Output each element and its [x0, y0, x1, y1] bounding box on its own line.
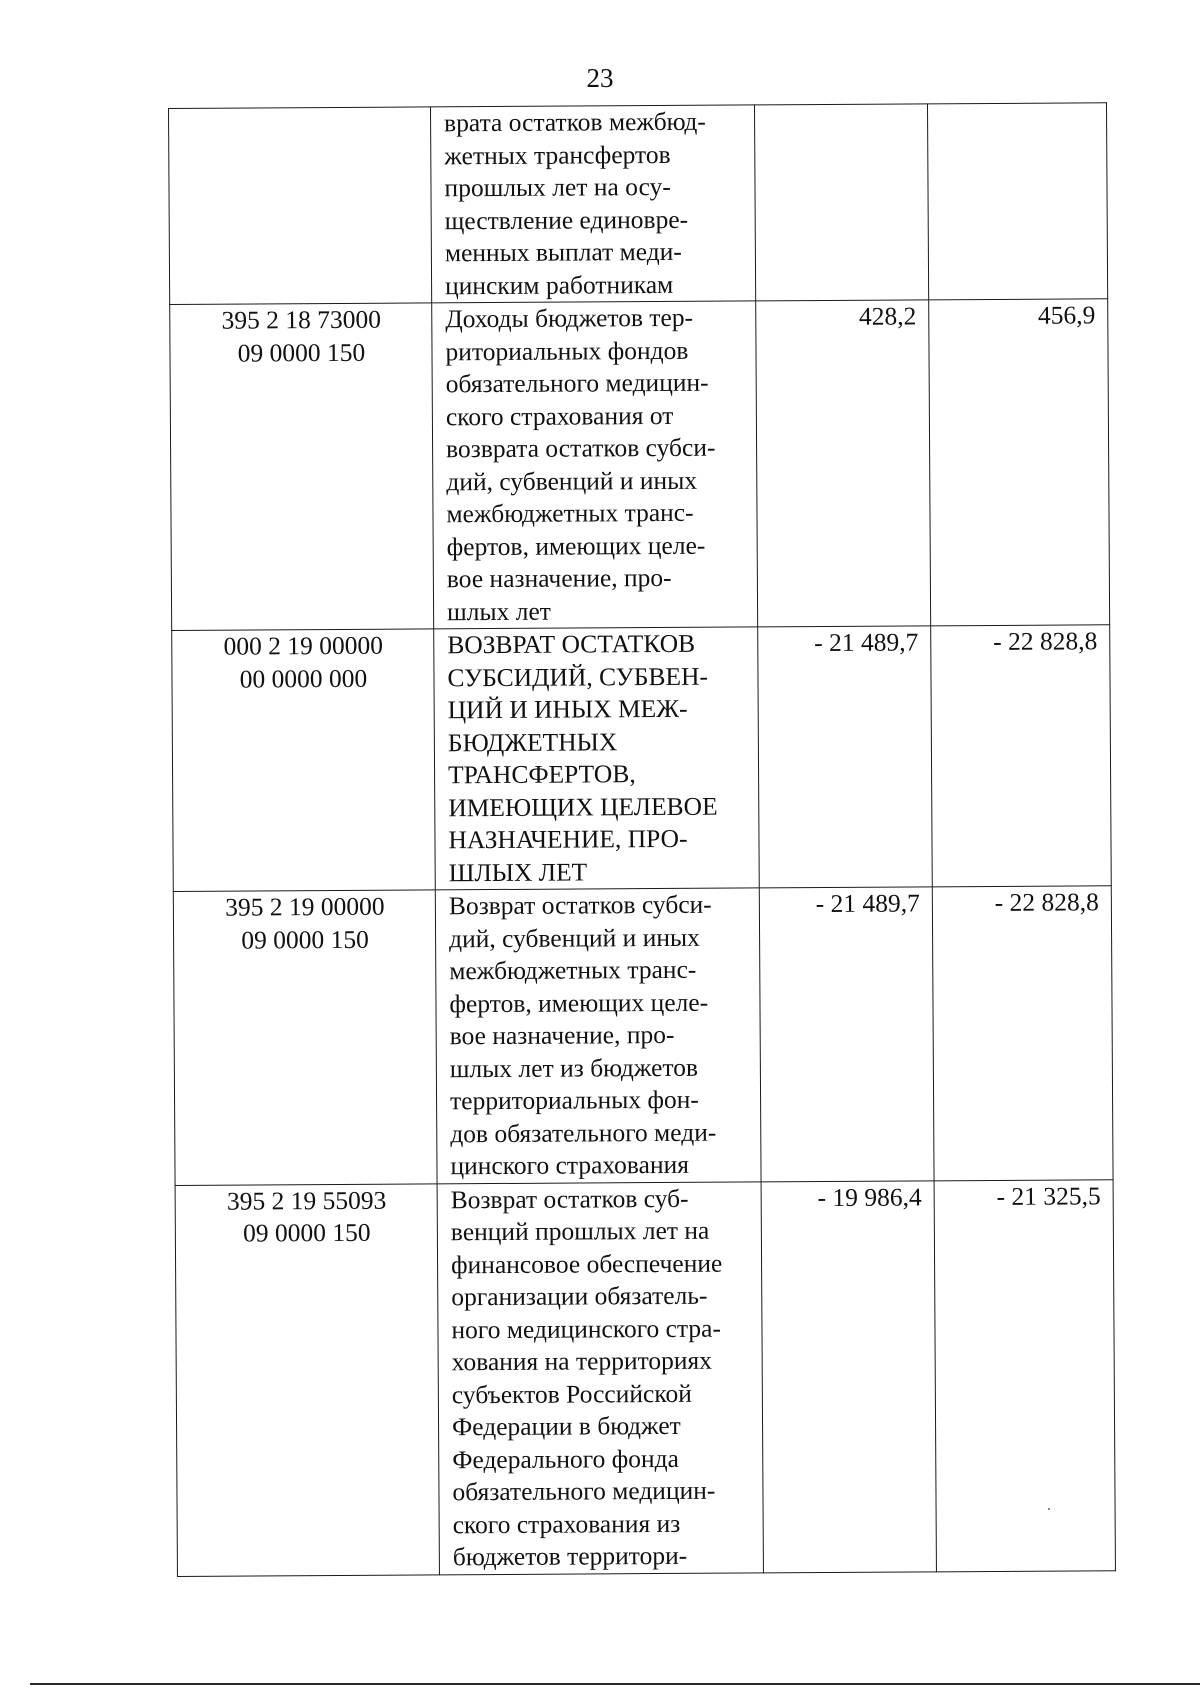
- budget-code-line: 00 0000 000: [239, 663, 368, 694]
- item-name-line: Возврат остатков суб-: [450, 1183, 689, 1214]
- amount-year-2: - 22 828,8: [932, 886, 1113, 1181]
- item-name-cell: [432, 301, 758, 629]
- budget-code-line: 000 2 19 00000: [223, 630, 384, 661]
- item-name-line: ществление единовре-: [444, 204, 689, 235]
- item-name-line: цинским работникам: [444, 269, 674, 300]
- budget-code-line: 09 0000 150: [243, 1217, 371, 1248]
- table-body: [169, 103, 1116, 1576]
- amount-year-1: [754, 104, 928, 301]
- amount-year-2: 456,9: [929, 299, 1110, 626]
- item-name-line: ТРАНСФЕРТОВ,: [447, 759, 636, 790]
- budget-code-cell: [173, 890, 437, 1185]
- amount-year-1: - 19 986,4: [761, 1180, 936, 1572]
- amount-year-2: - 22 828,8: [931, 625, 1112, 887]
- item-name-line: жетных трансфертов: [444, 139, 671, 170]
- item-name-line: субъектов Российской: [451, 1378, 692, 1409]
- scan-speck: [1048, 1508, 1050, 1510]
- item-name-line: менных выплат меди-: [444, 236, 682, 268]
- item-name-line: вое назначение, про-: [449, 1019, 675, 1051]
- item-name-line: шлых лет: [446, 596, 551, 626]
- budget-revenue-table: [168, 102, 1116, 1576]
- item-name-line: ИМЕЮЩИХ ЦЕЛЕВОЕ: [448, 791, 718, 822]
- page-number: 23: [586, 63, 614, 93]
- item-name-cell: [435, 888, 761, 1183]
- item-name-line: дий, субвенций и иных: [446, 465, 698, 496]
- item-name-line: ского страхования из: [452, 1508, 681, 1539]
- budget-code-line: 395 2 19 55093: [226, 1185, 387, 1216]
- item-name-line: ВОЗВРАТ ОСТАТКОВ: [447, 628, 696, 660]
- item-name-line: дий, субвенций и иных: [448, 922, 700, 953]
- budget-code-line: 395 2 18 73000: [221, 304, 382, 335]
- item-name-line: организации обязатель-: [451, 1280, 708, 1312]
- amount-year-2: [927, 103, 1107, 300]
- item-name-line: межбюджетных транс-: [449, 954, 697, 986]
- item-name-line: ШЛЫХ ЛЕТ: [448, 856, 588, 887]
- amount-year-1: - 21 489,7: [759, 887, 934, 1182]
- item-name-line: венций прошлых лет на: [450, 1215, 710, 1247]
- item-name-line: Федерального фонда: [452, 1443, 679, 1474]
- budget-code-line: 395 2 19 00000: [225, 891, 385, 922]
- item-name-line: Возврат остатков субси-: [448, 889, 712, 921]
- table-row: [173, 886, 1113, 1185]
- item-name-line: возврата остатков субси-: [445, 432, 716, 464]
- item-name-line: риториальных фондов: [445, 335, 689, 366]
- item-name-line: шлых лет из бюджетов: [449, 1052, 699, 1083]
- table-row: [170, 299, 1110, 631]
- table-row: [169, 103, 1108, 305]
- budget-code-line: 09 0000 150: [237, 337, 366, 368]
- item-name-line: ского страхования от: [445, 400, 674, 431]
- item-name-line: фертов, имеющих целе-: [449, 987, 709, 1018]
- budget-code-cell: [169, 107, 432, 305]
- budget-code-line: 09 0000 150: [241, 924, 369, 955]
- item-name-line: БЮДЖЕТНЫХ: [447, 726, 618, 757]
- item-name-line: дов обязательного меди-: [450, 1117, 717, 1148]
- budget-code-cell: [172, 629, 436, 892]
- item-name-line: бюджетов территори-: [452, 1540, 688, 1572]
- item-name-cell: [430, 105, 755, 303]
- item-name-line: ЦИЙ И ИНЫХ МЕЖ-: [447, 693, 688, 725]
- item-name-line: НАЗНАЧЕНИЕ, ПРО-: [448, 823, 688, 855]
- item-name-line: хования на территориях: [451, 1345, 713, 1377]
- item-name-cell: [434, 627, 760, 890]
- item-name-line: Федерации в бюджет: [451, 1410, 681, 1442]
- amount-year-1: 428,2: [756, 300, 931, 627]
- item-name-line: СУБСИДИЙ, СУБВЕН-: [447, 661, 709, 692]
- item-name-line: обязательного медицин-: [445, 367, 709, 399]
- page-bottom-rule: [30, 1683, 1200, 1685]
- table-row: [175, 1179, 1115, 1576]
- item-name-line: Доходы бюджетов тер-: [445, 302, 694, 334]
- budget-code-cell: [170, 303, 434, 631]
- item-name-cell: [437, 1181, 763, 1574]
- item-name-line: ного медицинского стра-: [451, 1313, 722, 1344]
- table-row: [172, 625, 1112, 892]
- item-name-line: территориальных фон-: [449, 1084, 699, 1116]
- item-name-line: вое назначение, про-: [446, 562, 672, 594]
- item-name-line: цинского страхования: [450, 1149, 690, 1181]
- item-name-line: финансовое обеспечение: [450, 1248, 723, 1279]
- item-name-line: врата остатков межбюд-: [444, 106, 706, 138]
- budget-code-cell: [175, 1183, 439, 1576]
- amount-year-2: - 21 325,5: [934, 1179, 1115, 1571]
- item-name-line: прошлых лет на осу-: [444, 171, 671, 203]
- item-name-line: обязательного медицин-: [452, 1475, 716, 1507]
- amount-year-1: - 21 489,7: [758, 626, 933, 888]
- item-name-line: фертов, имеющих целе-: [446, 530, 706, 561]
- item-name-line: межбюджетных транс-: [446, 497, 694, 529]
